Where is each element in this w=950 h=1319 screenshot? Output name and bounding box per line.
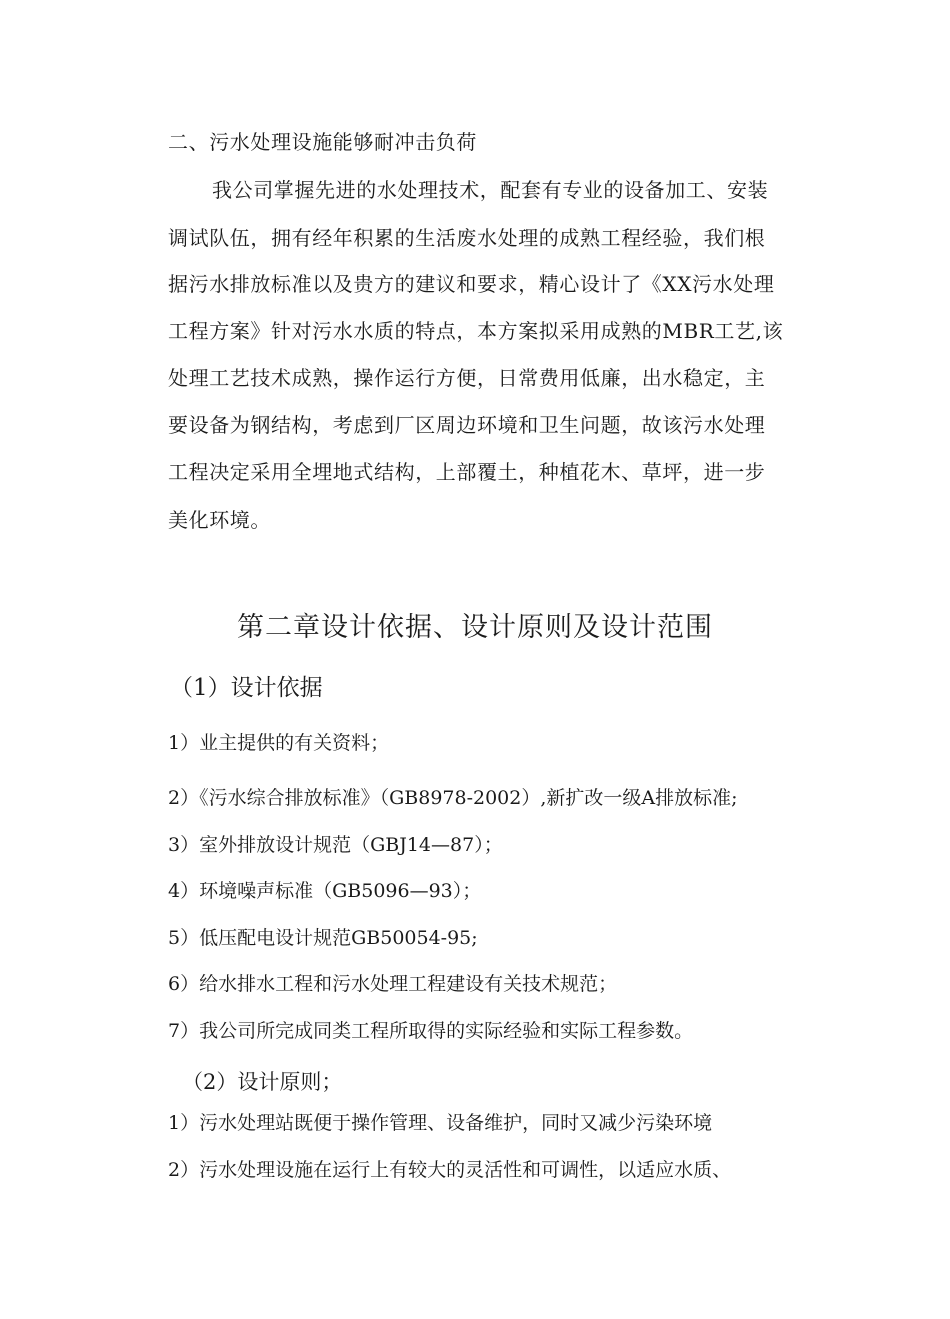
chapter-title: 第二章设计依据、设计原则及设计范围 bbox=[237, 612, 713, 643]
paragraph-line: 美化环境。 bbox=[168, 508, 271, 532]
list-item: 4）环境噪声标准（GB5096—93）； bbox=[168, 880, 482, 902]
paragraph-line: 工程方案》针对污水水质的特点，本方案拟采用成熟的MBR工艺,该 bbox=[168, 319, 784, 343]
section-two-heading: 二、污水处理设施能够耐冲击负荷 bbox=[168, 130, 477, 154]
list-item: 6）给水排水工程和污水处理工程建设有关技术规范； bbox=[168, 973, 618, 995]
list-item: 1）污水处理站既便于操作管理、设备维护，同时又减少污染环境 bbox=[168, 1112, 713, 1134]
paragraph-line: 要设备为钢结构，考虑到厂区周边环境和卫生问题，故该污水处理 bbox=[168, 413, 766, 437]
list-item: 5）低压配电设计规范GB50054-95; bbox=[168, 927, 478, 949]
design-principle-heading: （2）设计原则； bbox=[182, 1070, 343, 1094]
paragraph-line: 处理工艺技术成熟，操作运行方便，日常费用低廉，出水稳定，主 bbox=[168, 366, 766, 390]
paragraph-line: 调试队伍，拥有经年积累的生活废水处理的成熟工程经验，我们根 bbox=[168, 226, 766, 250]
paragraph-line: 我公司掌握先进的水处理技术，配套有专业的设备加工、安装 bbox=[212, 178, 769, 202]
list-item: 2）《污水综合排放标准》（GB8978-2002）,新扩改一级A排放标准; bbox=[168, 787, 738, 809]
list-item: 3）室外排放设计规范（GBJ14—87）； bbox=[168, 834, 503, 856]
list-item: 2）污水处理设施在运行上有较大的灵活性和可调性，以适应水质、 bbox=[168, 1159, 732, 1181]
list-item: 1）业主提供的有关资料； bbox=[168, 732, 390, 754]
paragraph-line: 工程决定采用全埋地式结构，上部覆土，种植花木、草坪，进一步 bbox=[168, 460, 766, 484]
list-item: 7）我公司所完成同类工程所取得的实际经验和实际工程参数。 bbox=[168, 1020, 694, 1042]
design-basis-heading: （1）设计依据 bbox=[170, 675, 323, 701]
paragraph-line: 据污水排放标准以及贵方的建议和要求，精心设计了《XX污水处理 bbox=[168, 272, 775, 296]
